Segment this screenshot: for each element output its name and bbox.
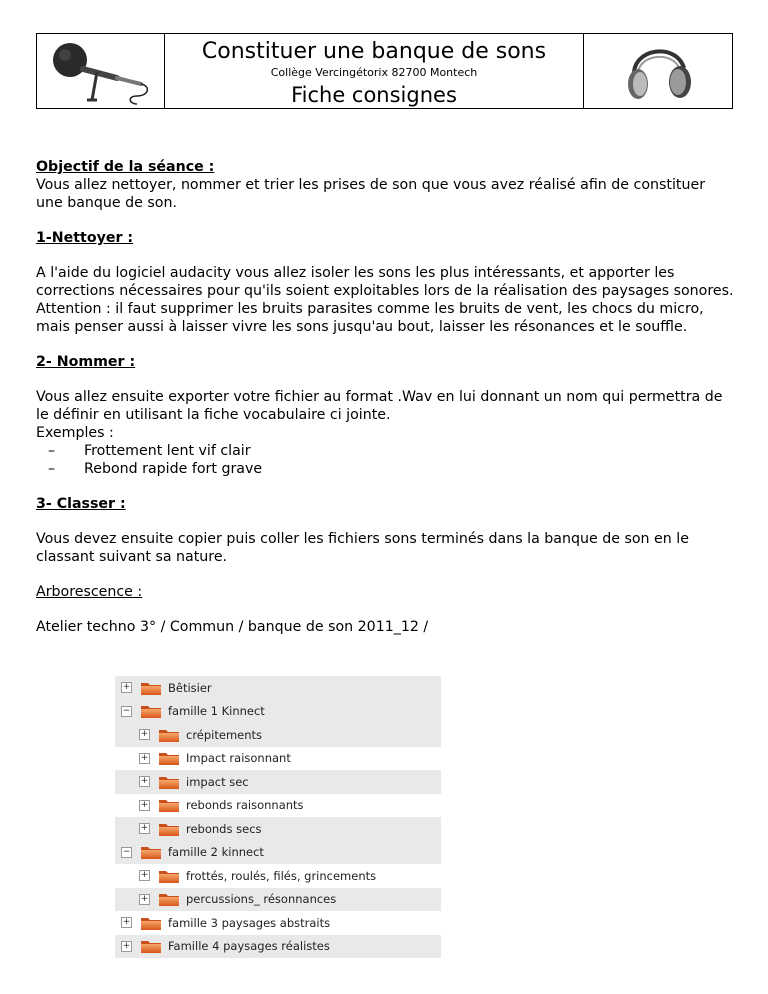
folder-label: famille 3 paysages abstraits [168,915,331,930]
folder-icon [158,797,180,813]
tree-row[interactable] [115,864,441,888]
expand-toggle-icon[interactable]: + [140,893,149,904]
folder-label: Impact raisonnant [186,751,291,766]
folder-tree [115,676,441,958]
tree-row[interactable] [115,700,441,724]
nommer-text: Vous allez ensuite exporter votre fichier au format .Wav en lui donnant un nom qui permettra de le définir en utilisant la fiche vocabulaire ci jointe. [36,389,723,423]
folder-label: frottés, roulés, filés, grincements [186,868,377,883]
document-subtitle: Fiche consignes [291,83,457,107]
folder-path: Atelier techno 3° / Commun / banque de son 2011_12 / [36,619,429,635]
folder-label: famille 1 Kinnect [168,704,265,719]
expand-toggle-icon[interactable]: + [140,823,149,834]
nettoyer-text: A l'aide du logiciel audacity vous allez isoler les sons les plus intéressants, et apporter les corrections nécessaires pour qu'ils soient exploitables lors de la réalisation des paysages sonores. [36,265,734,299]
folder-label: crépitements [186,727,263,742]
folder-icon [158,727,180,743]
folder-label: rebonds secs [186,821,262,836]
title-cell [165,34,583,108]
expand-toggle-icon[interactable]: + [140,729,149,740]
instructions [36,158,736,636]
folder-label: impact sec [186,774,249,789]
folder-icon [158,891,180,907]
tree-row[interactable] [115,676,441,700]
examples-label: Exemples : [36,425,114,441]
tree-row[interactable] [115,723,441,747]
tree-row[interactable] [115,794,441,818]
tree-row[interactable] [115,770,441,794]
header-table [36,33,733,109]
section-heading-objectif: Objectif de la séance : [36,159,215,175]
folder-icon [158,868,180,884]
folder-icon [158,774,180,790]
microphone-cell [37,34,165,108]
school-name: Collège Vercingétorix 82700 Montech [270,66,478,79]
expand-toggle-icon[interactable]: + [122,682,131,693]
tree-row[interactable] [115,747,441,771]
folder-label: percussions_ résonnances [186,892,337,907]
section-heading-classer: 3- Classer : [36,496,126,512]
document-title: Constituer une banque de sons [201,39,547,64]
tree-row[interactable] [115,841,441,865]
tree-row[interactable] [115,817,441,841]
folder-label: rebonds raisonnants [186,798,304,813]
headphones-cell [583,34,732,108]
tree-row[interactable] [115,911,441,935]
section-heading-nettoyer: 1-Nettoyer : [36,230,134,246]
folder-icon [140,680,162,696]
microphone-icon [37,34,165,108]
collapse-toggle-icon[interactable]: − [122,846,131,857]
expand-toggle-icon[interactable]: + [122,917,131,928]
folder-icon [140,915,162,931]
folder-icon [140,844,162,860]
expand-toggle-icon[interactable]: + [122,940,131,951]
headphones-icon [584,34,733,108]
collapse-toggle-icon[interactable]: − [122,705,131,716]
expand-toggle-icon[interactable]: + [140,776,149,787]
expand-toggle-icon[interactable]: + [140,752,149,763]
folder-label: Famille 4 paysages réalistes [168,939,330,954]
example-item: – Frottement lent vif clair [48,442,736,460]
expand-toggle-icon[interactable]: + [140,870,149,881]
folder-icon [140,938,162,954]
folder-icon [158,821,180,837]
folder-label: Bêtisier [168,680,212,695]
expand-toggle-icon[interactable]: + [140,799,149,810]
section-heading-nommer: 2- Nommer : [36,354,136,370]
examples-list [36,442,736,478]
tree-row[interactable] [115,888,441,912]
folder-label: famille 2 kinnect [168,845,264,860]
example-item: – Rebond rapide fort grave [48,460,736,478]
classer-text: Vous devez ensuite copier puis coller les fichiers sons terminés dans la banque de son en le classant suivant sa nature. [36,531,689,565]
arborescence-label: Arborescence : [36,584,143,600]
objectif-text: Vous allez nettoyer, nommer et trier les prises de son que vous avez réalisé afin de constituer une banque de son. [36,177,706,211]
folder-icon [158,750,180,766]
nettoyer-warning: Attention : il faut supprimer les bruits parasites comme les bruits de vent, les chocs du micro, mais penser aussi à laisser vivre les sons jusqu'au bout, laisser les résonances et le souffle. [36,301,704,335]
tree-row[interactable] [115,935,441,959]
folder-icon [140,703,162,719]
